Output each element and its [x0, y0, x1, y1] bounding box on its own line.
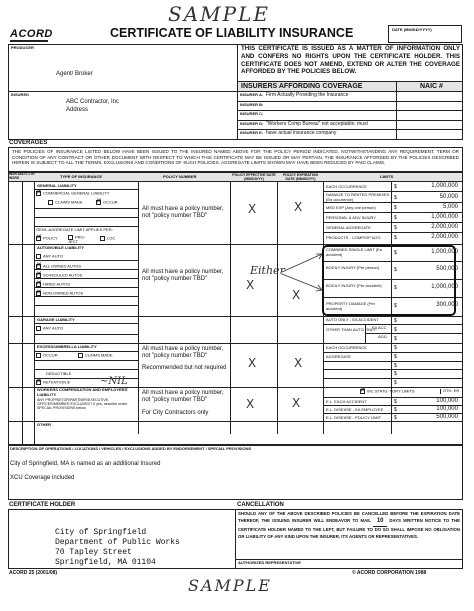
holder-line: Springfield, MA 01104 [55, 558, 156, 567]
gl-project-opt[interactable] [68, 235, 96, 245]
insured-address: Address [66, 107, 89, 113]
insured-label: INSURED [11, 92, 30, 97]
cgl-checkbox[interactable] [36, 191, 41, 196]
garage-other: OTHER THAN AUTO ONLY: [326, 327, 377, 332]
excess-occur-checkbox[interactable] [36, 353, 41, 358]
gl-policy-number: All must have a policy number, not "policy number TBD" [142, 206, 224, 220]
dollar-sign: $ [394, 371, 397, 377]
gl-limit-amount: 1,000,000 [431, 214, 458, 220]
gl-limit-amount: 5,000 [442, 204, 458, 210]
col-policy: POLICY NUMBER [163, 174, 197, 179]
certificate-notice: THIS CERTIFICATE IS ISSUED AS A MATTER OF INFORMATION ONLY AND CONFERS NO RIGHTS UPON THE CERTIFICATE HOLDER. THIS CERTIFICATE DOES NOT AMEND, EXTEND OR ALTER THE COVERAGE AFFORDED BY THE POLICIES BELOW. [241, 45, 460, 76]
excess-recommended: Recommended but not required [142, 365, 227, 371]
holder-address [55, 528, 180, 568]
insurer-d-label: INSURER D: [240, 120, 264, 126]
excess-claims-made-checkbox[interactable] [78, 353, 83, 358]
excess-retention-label: RETENTION [43, 379, 67, 385]
claims-made-checkbox[interactable] [48, 200, 53, 205]
excess-retention-value: $ [66, 379, 70, 385]
sample-stamp-bottom: SAMPLE [188, 576, 272, 595]
project-checkbox[interactable] [68, 235, 73, 240]
producer-label: PRODUCER [11, 45, 34, 50]
auto-limit-label: COMBINED SINGLE LIMIT (Ea accident) [326, 247, 382, 257]
excess-occur-label: OCCUR [43, 352, 58, 358]
auto-any-auto-label: ANY AUTO [43, 253, 64, 259]
garage-any-auto-checkbox[interactable] [36, 326, 41, 331]
wc-limit-amount: 500,000 [436, 414, 458, 420]
gl-limit-label: PERSONAL & ADV INJURY [326, 215, 377, 220]
gl-limit-row [324, 203, 462, 213]
date-box[interactable] [388, 25, 462, 43]
description-label: DESCRIPTION OF OPERATIONS / LOCATIONS / VEHICLES / EXCLUSIONS ADDED BY ENDORSEMENT / SPECIAL PROVISIONS [10, 446, 252, 451]
auto-any-auto[interactable] [36, 254, 63, 259]
excess-retention[interactable] [36, 380, 69, 385]
cancellation-text: DAYS WRITTEN NOTICE TO THE CERTIFICATE HOLDER NAMED TO THE LEFT, BUT FAILURE TO DO SO SHALL IMPOSE NO OBLIGATION OR LIABILITY OF ANY KIND UPON THE INSURER, ITS AGENTS OR REPRESENTATIVES. [238, 518, 460, 539]
holder-line: 70 Tapley Street [55, 548, 132, 557]
insurer-c-row [238, 111, 462, 121]
excess-limit-label: EACH OCCURRENCE [326, 345, 367, 350]
dollar-sign: $ [394, 415, 397, 421]
auto-limit-amount: 1,000,000 [431, 284, 458, 290]
naic-label: NAIC # [420, 83, 443, 90]
auto-scheduled-label: SCHEDULED AUTOS [43, 272, 83, 278]
dollar-sign: $ [394, 184, 397, 190]
wc-limit-row [324, 406, 462, 414]
garage-any-auto-label: ANY AUTO [43, 325, 64, 331]
garage-title: GARAGE LIABILITY [37, 317, 75, 322]
gl-limit-row [324, 192, 462, 203]
gl-loc-opt-label: LOC [107, 235, 116, 241]
auto-all-owned-label: ALL OWNED AUTOS [43, 263, 82, 269]
garage-any-auto[interactable] [36, 326, 63, 331]
occur-checkbox[interactable] [96, 200, 101, 205]
excess-occur[interactable] [36, 353, 58, 358]
gl-exp-x-mark: X [294, 200, 303, 214]
dollar-sign: $ [394, 267, 397, 273]
date-label: DATE (MM/DD/YYYY) [392, 27, 432, 32]
gl-policy-opt[interactable] [36, 236, 58, 241]
wc-title: WORKERS COMPENSATION AND EMPLOYERS' LIABILITY [37, 387, 129, 397]
insurer-d-row [238, 121, 462, 131]
either-arrows [280, 248, 328, 298]
description-line: XCU Coverage included [10, 475, 75, 481]
wc-limit-label: E.L. EACH ACCIDENT [326, 399, 367, 404]
gl-title: GENERAL LIABILITY [37, 183, 77, 188]
auto-limit-label: BODILY INJURY (Per accident) [326, 283, 382, 288]
dollar-sign: $ [394, 345, 397, 351]
dollar-sign: $ [394, 327, 397, 333]
logo-underline [10, 40, 48, 42]
acord-logo: ACORD [10, 28, 53, 40]
gl-policy-opt-label: POLICY [43, 235, 58, 241]
other-label: OTHER [37, 422, 51, 427]
either-annotation: Either [250, 264, 285, 277]
sample-stamp-top: SAMPLE [168, 2, 270, 26]
gl-limit-row [324, 182, 462, 192]
producer-value: Agent/ Broker [56, 71, 93, 77]
insurer-e-row [238, 130, 462, 140]
insurer-d-value: "Workers Comp Bureau" not acceptable, must [266, 120, 368, 127]
dollar-sign: $ [394, 215, 397, 221]
auto-limit-amount: 500,000 [436, 266, 458, 272]
gl-occur-label: OCCUR [103, 199, 118, 205]
dollar-sign: $ [394, 318, 397, 324]
gl-limits [324, 182, 462, 243]
gl-limit-label: DAMAGE TO RENTED PREMISES (Ea occurence) [326, 192, 390, 202]
dollar-sign: $ [394, 250, 397, 256]
coverages-box [8, 147, 463, 172]
gl-eff-x-mark: X [248, 202, 257, 216]
holder-label: CERTIFICATE HOLDER [9, 502, 76, 508]
wc-statu[interactable] [360, 389, 415, 394]
col-limits: LIMITS [380, 174, 394, 179]
wc-city-note: For City Contractors only [142, 410, 209, 416]
excess-exp-x-mark: X [294, 356, 303, 370]
excess-limit-row [324, 370, 462, 379]
col-type: TYPE OF INSURANCE [60, 174, 103, 179]
gl-loc-opt[interactable] [100, 236, 115, 241]
dollar-sign: $ [394, 363, 397, 369]
wc-oth: OTH- ER [440, 389, 459, 394]
holder-line: City of Springfield [55, 528, 147, 537]
page-title: CERTIFICATE OF LIABILITY INSURANCE [110, 26, 354, 40]
any-auto-checkbox[interactable] [36, 254, 41, 259]
dollar-sign: $ [394, 354, 397, 360]
dollar-sign: $ [394, 235, 397, 241]
holder-line: Department of Public Works [55, 538, 180, 547]
gl-limit-label: MED EXP (Any one person) [326, 205, 376, 210]
gl-limit-label: GENERAL AGGREGATE [326, 225, 371, 230]
insurer-e-value: have actual insurance company [266, 130, 337, 137]
gl-occur[interactable] [96, 200, 118, 205]
insurer-c-label: INSURER C: [240, 111, 264, 117]
gl-aggregate-label: GEN'L AGGREGATE LIMIT APPLIES PER: [36, 227, 113, 232]
gl-limit-row [324, 223, 462, 233]
gl-limit-amount: 2,000,000 [431, 224, 458, 230]
excess-title: EXCESS/UMBRELLA LIABILITY [37, 344, 97, 349]
description-line: City of Springfield, MA is named as an additional Insured [10, 461, 161, 467]
excess-limit-row [324, 344, 462, 353]
auto-hired-label: HIRED AUTOS [43, 281, 71, 287]
wc-limit-amount: 100,000 [436, 406, 458, 412]
auto-non-owned-label: NON-OWNED AUTOS [43, 290, 84, 296]
insurer-list [238, 92, 462, 140]
cancellation-days[interactable]: 10 [373, 517, 387, 527]
insurer-a-value: Firm Actually Providing the Insurance [266, 92, 349, 98]
gl-limit-amount: 50,000 [439, 194, 458, 200]
gl-cgl-label: COMMERCIAL GENERAL LIABILITY [43, 190, 110, 196]
insurer-a-row [238, 92, 462, 102]
gl-project-opt-label: PRO- JECT [68, 234, 85, 245]
insurers-header: INSURERS AFFORDING COVERAGE [241, 83, 363, 90]
footer-form-id: ACORD 25 (2001/08) [9, 570, 58, 576]
retention-handwritten-text: NIL [108, 376, 128, 387]
excess-limit-row [324, 353, 462, 362]
footer-copyright: © ACORD CORPORATION 1988 [352, 570, 427, 576]
cancellation-notice [238, 511, 460, 540]
loc-checkbox[interactable] [100, 236, 105, 241]
auto-limit-label: PROPERTY DAMAGE (Per accident) [326, 301, 375, 311]
retention-handwritten: ~NIL [100, 376, 128, 387]
gl-limit-label: PRODUCTS - COMP/OP AGG [326, 235, 381, 240]
insurer-b-label: INSURER B: [240, 101, 264, 107]
auto-limit-amount: 1,000,000 [431, 249, 458, 255]
wc-exp-x-mark: X [292, 396, 301, 410]
dollar-sign: $ [394, 195, 397, 201]
wc-eff-x-mark: X [246, 397, 255, 411]
dollar-sign: $ [394, 407, 397, 413]
garage-ea-acc: EA ACC [372, 325, 387, 330]
col-exp: POLICY EXPIRATION DATE (MM/DD/YY) [282, 173, 319, 182]
cancellation-label: CANCELLATION [237, 502, 284, 508]
gl-limit-row [324, 233, 462, 243]
auto-exp-x-mark: X [292, 288, 301, 302]
excess-limit-row [324, 362, 462, 370]
dollar-sign: $ [394, 399, 397, 405]
insured-name: ABC Contractor, Inc [66, 99, 120, 105]
auto-policy-number: All must have a policy number, not "policy number TBD" [142, 269, 224, 283]
wc-limit-amount: 100,000 [436, 398, 458, 404]
wc-question: ANY PROPRIETOR/PARTNER/EXECUTIVE OFFICER/MEMBER EXCLUDED? If yes, describe under SPECIAL PROVISIONS below [37, 398, 128, 411]
policy-checkbox[interactable] [36, 236, 41, 241]
coverages-text: THE POLICIES OF INSURANCE LISTED BELOW HAVE BEEN ISSUED TO THE INSURED NAMED ABOVE FOR THE POLICY PERIOD INDICATED. NOTWITHSTANDING ANY REQUIREMENT, TERM OR CONDITION OF ANY CONTRACT OR OTHER DOCUMENT WITH RESPECT TO WHICH THIS CERTIFICATE MAY BE ISSUED OR MAY PERTAIN, THE INSURANCE AFFORDED BY THE POLICIES DESCRIBED HEREIN IS SUBJECT TO ALL THE TERMS, EXCLUSIONS AND CONDITIONS OF SUCH POLICIES. AGGREGATE LIMITS SHOWN MAY HAVE BEEN REDUCED BY PAID CLAIMS. [12, 149, 459, 165]
excess-claims-made-label: CLAIMS MADE [85, 352, 113, 358]
auto-limit-amount: 300,000 [436, 302, 458, 308]
gl-cgl[interactable] [36, 191, 109, 196]
dollar-sign: $ [394, 336, 397, 342]
gl-limit-label: EACH OCCURRENCE [326, 184, 367, 189]
garage-auto-only: AUTO ONLY - EA ACCIDENT [326, 317, 379, 322]
excess-deductible: DEDUCTIBLE [46, 371, 72, 376]
auto-limits-highlight [322, 245, 456, 316]
dollar-sign: $ [394, 285, 397, 291]
authorized-label: AUTHORIZED REPRESENTATIVE [238, 560, 301, 565]
insurer-b-row [238, 102, 462, 112]
wc-statutory-row [324, 388, 462, 398]
auto-eff-x-mark: X [246, 278, 255, 292]
wc-limits [324, 388, 462, 422]
excess-limits [324, 344, 462, 387]
dollar-sign: $ [394, 205, 397, 211]
gl-limit-amount: 2,000,000 [431, 234, 458, 240]
wc-statu-label: WC STATU- TORY LIMITS [367, 388, 415, 394]
gl-claims-made-label: CLAIMS MADE [55, 199, 83, 205]
dollar-sign: $ [394, 380, 397, 386]
insurer-e-label: INSURER E: [240, 130, 264, 136]
cancellation-text: SHOULD ANY OF THE ABOVE DESCRIBED POLICIES BE CANCELLED BEFORE THE EXPIRATION DATE THEREOF, THE ISSUING INSURER WILL ENDEAVOR TO MAIL [238, 511, 460, 524]
excess-eff-x-mark: X [248, 356, 257, 370]
col-eff: POLICY EFFECTIVE DATE (MM/DD/YY) [232, 173, 276, 182]
wc-limit-label: E.L. DISEASE - POLICY LIMIT [326, 415, 382, 420]
garage-agg: AGG [378, 334, 387, 339]
dollar-sign: $ [394, 225, 397, 231]
dollar-sign: $ [394, 303, 397, 309]
gl-limit-row [324, 213, 462, 223]
auto-title: AUTOMOBILE LIABILITY [37, 245, 85, 250]
wc-limit-label: E.L. DISEASE - EA EMPLOYEE [326, 407, 384, 412]
coverages-label: COVERAGES [9, 140, 48, 146]
col-insr: INSR ADD'L LTR INSRD [9, 172, 35, 180]
excess-limit-row [324, 379, 462, 387]
gl-limit-amount: 1,000,000 [431, 183, 458, 189]
wc-policy-number: All must have a policy number, not "policy number TBD" [142, 390, 224, 404]
excess-limit-label: AGGREGATE [326, 354, 352, 359]
gl-claims-made[interactable] [48, 200, 83, 205]
description-box [8, 445, 463, 500]
excess-policy-number: All must have a policy number, not "policy number TBD" [142, 346, 224, 360]
retention-checkbox[interactable] [36, 380, 41, 385]
auto-limit-label: BODILY INJURY (Per person) [326, 265, 380, 270]
wc-limit-row [324, 398, 462, 406]
excess-claims-made[interactable] [78, 353, 113, 358]
insurer-a-label: INSURER A: [240, 92, 264, 97]
wc-statu-checkbox[interactable] [360, 389, 365, 394]
wc-limit-row [324, 414, 462, 422]
